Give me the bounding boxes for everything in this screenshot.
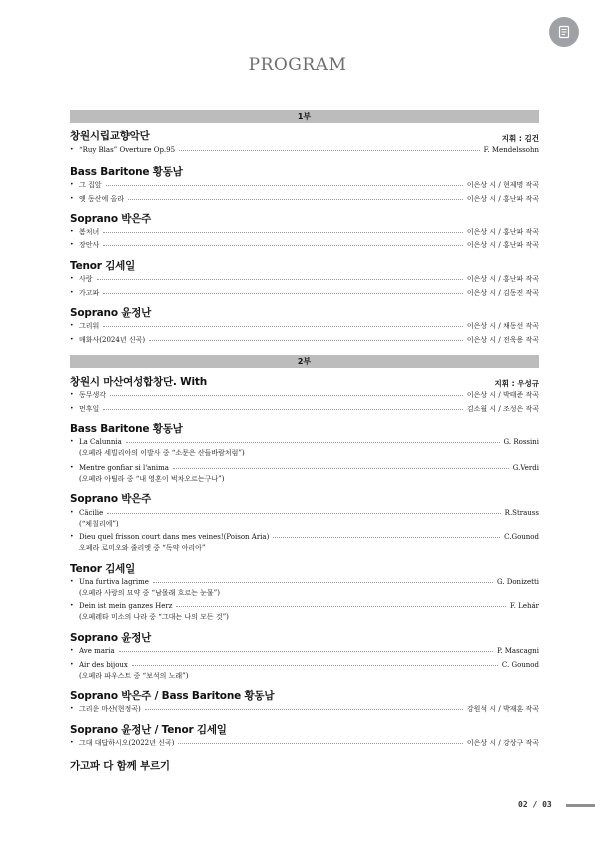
dot-leader (107, 513, 500, 514)
dot-leader (128, 199, 463, 200)
piece-credit: 이은상 시 / 현제명 작곡 (466, 180, 539, 189)
dot-leader (179, 150, 480, 151)
piece-title: Cäcilie (79, 508, 104, 517)
bullet: • (70, 705, 74, 712)
piece-credit: 이은상 시 / 전욱용 작곡 (466, 335, 539, 344)
dot-leader (145, 709, 463, 710)
group-title: Soprano 윤정난 (70, 632, 152, 644)
bullet: • (70, 602, 74, 609)
piece-title: 동무생각 (79, 390, 107, 399)
dot-leader (97, 279, 463, 280)
group-title: Soprano 윤정난 (70, 307, 152, 319)
dot-leader (126, 442, 500, 443)
program-item (70, 531, 539, 542)
bullet: • (70, 275, 74, 282)
piece-credit: 이은상 시 / 홍난파 작곡 (466, 240, 539, 249)
bullet: • (70, 464, 74, 471)
document-icon (557, 25, 571, 39)
bullet: • (70, 509, 74, 516)
group-title: Soprano 박은주 / Bass Baritone 황동남 (70, 690, 275, 702)
piece-subtitle: (오페라 세빌리아의 이발사 중 “소문은 산들바람처럼”) (79, 449, 245, 457)
dot-leader (176, 606, 506, 607)
page-title: PROGRAM (248, 55, 347, 75)
program-item (70, 659, 539, 670)
piece-credit: 이은상 시 / 박태준 작곡 (466, 390, 539, 399)
piece-title: 가고파 (79, 288, 100, 297)
piece-title: 옛 동산에 올라 (79, 194, 125, 203)
program-item (70, 507, 539, 518)
piece-credit: C. Gounod (501, 660, 539, 669)
conductor-credit: 지휘 : 우성규 (494, 379, 539, 388)
bullet: • (70, 146, 74, 153)
group-title: Soprano 박은주 (70, 213, 152, 225)
page-number: 02 / 03 (518, 800, 552, 809)
bullet: • (70, 739, 74, 746)
piece-credit: 이은상 시 / 채동선 작곡 (466, 321, 539, 330)
piece-credit: G.Verdi (512, 463, 539, 472)
program-item (70, 193, 539, 204)
group-title: 가고파 다 함께 부르기 (70, 760, 170, 772)
group-title: 창원시립교향악단 (70, 130, 150, 142)
piece-title: 그대 대답하시오(2022년 신곡) (79, 738, 175, 747)
piece-title: 그 집앞 (79, 180, 102, 189)
dot-leader (273, 537, 500, 538)
piece-credit: G. Rossini (503, 437, 539, 446)
dot-leader (106, 185, 463, 186)
piece-title: 먼후일 (79, 404, 100, 413)
dot-leader (153, 582, 493, 583)
piece-subtitle: 오페라 로미오와 줄리엣 중 “독약 아리아” (79, 544, 206, 552)
piece-title: 봄처녀 (79, 227, 100, 236)
program-item (70, 462, 539, 473)
bullet: • (70, 578, 74, 585)
program-item (70, 703, 539, 714)
program-item (70, 436, 539, 447)
bullet: • (70, 241, 74, 248)
piece-subtitle: (오페라 아틸라 중 “내 영혼이 벅차오르는구나”) (79, 475, 225, 483)
group-title: Tenor 김세일 (70, 563, 136, 575)
piece-title: Dieu quel frisson court dans mes veines!(Poison Aria) (79, 532, 270, 541)
program-item (70, 287, 539, 298)
dot-leader (149, 340, 463, 341)
piece-title: 장안사 (79, 240, 100, 249)
dot-leader (103, 293, 463, 294)
piece-credit: 강원석 시 / 박재훈 작곡 (466, 704, 539, 713)
dot-leader (132, 665, 498, 666)
dot-leader (178, 743, 463, 744)
piece-subtitle: (“체칠리에”) (79, 520, 119, 528)
program-item (70, 737, 539, 748)
program-item (70, 226, 539, 237)
piece-title: “Ruy Blas” Overture Op.95 (79, 145, 176, 154)
piece-title: 그리운 마산(현정곡) (79, 704, 141, 713)
piece-title: 매화사(2024년 신곡) (79, 335, 146, 344)
program-item (70, 403, 539, 414)
bullet: • (70, 181, 74, 188)
piece-credit: 김소월 시 / 조성은 작곡 (466, 404, 539, 413)
group-title: Soprano 윤정난 / Tenor 김세일 (70, 724, 227, 736)
piece-credit: R.Strauss (504, 508, 539, 517)
piece-subtitle: (오페라 파우스트 중 “보석의 노래”) (79, 672, 189, 680)
piece-subtitle: (오페라 사랑의 묘약 중 “남몰래 흐르는 눈물”) (79, 589, 220, 597)
dot-leader (110, 395, 463, 396)
program-item (70, 273, 539, 284)
group-title: Bass Baritone 황동남 (70, 423, 183, 435)
piece-title: Ave maria (79, 646, 115, 655)
piece-credit: 이은상 시 / 강상구 작곡 (466, 738, 539, 747)
bullet: • (70, 391, 74, 398)
piece-title: Mentre gonfiar si l'anima (79, 463, 169, 472)
program-item (70, 320, 539, 331)
dot-leader (103, 326, 463, 327)
program-item (70, 600, 539, 611)
bullet: • (70, 647, 74, 654)
piece-credit: F. Mendelssohn (483, 145, 539, 154)
dot-leader (103, 409, 463, 410)
bullet: • (70, 289, 74, 296)
piece-credit: 이은상 시 / 김동진 작곡 (466, 288, 539, 297)
program-item (70, 389, 539, 400)
group-title: 창원시 마산여성합창단. With (70, 376, 208, 388)
piece-credit: 이은상 시 / 홍난파 작곡 (466, 194, 539, 203)
program-item (70, 334, 539, 345)
piece-title: La Calunnia (79, 437, 122, 446)
dot-leader (103, 232, 463, 233)
piece-credit: 이은상 시 / 홍난파 작곡 (466, 227, 539, 236)
piece-title: Air des bijoux (79, 660, 128, 669)
piece-credit: F. Lehár (509, 601, 539, 610)
bullet: • (70, 195, 74, 202)
piece-subtitle: (오페레타 미소의 나라 중 “그대는 나의 모든 것”) (79, 613, 229, 621)
piece-title: 그리워 (79, 321, 100, 330)
piece-title: 사랑 (79, 274, 93, 283)
program-item (70, 144, 539, 155)
conductor-credit: 지휘 : 김건 (501, 134, 539, 143)
bullet: • (70, 336, 74, 343)
group-title: Bass Baritone 황동남 (70, 166, 183, 178)
piece-credit: C.Gounod (504, 532, 539, 541)
bullet: • (70, 438, 74, 445)
program-item (70, 576, 539, 587)
dot-leader (103, 245, 463, 246)
part-2-header: 2부 (70, 355, 539, 368)
piece-title: Una furtiva lagrime (79, 577, 149, 586)
piece-credit: P. Mascagni (497, 646, 539, 655)
bullet: • (70, 228, 74, 235)
bullet: • (70, 533, 74, 540)
program-item (70, 179, 539, 190)
piece-title: Dein ist mein ganzes Herz (79, 601, 173, 610)
dot-leader (173, 468, 509, 469)
piece-credit: 이은상 시 / 홍난파 작곡 (466, 274, 539, 283)
piece-credit: G. Donizetti (496, 577, 539, 586)
bullet: • (70, 322, 74, 329)
footer-rule (566, 804, 595, 807)
bullet: • (70, 405, 74, 412)
bullet: • (70, 661, 74, 668)
corner-badge (549, 17, 579, 47)
dot-leader (119, 651, 493, 652)
group-title: Tenor 김세일 (70, 260, 136, 272)
program-item (70, 239, 539, 250)
part-1-header: 1부 (70, 110, 539, 123)
group-title: Soprano 박은주 (70, 493, 152, 505)
program-item (70, 645, 539, 656)
